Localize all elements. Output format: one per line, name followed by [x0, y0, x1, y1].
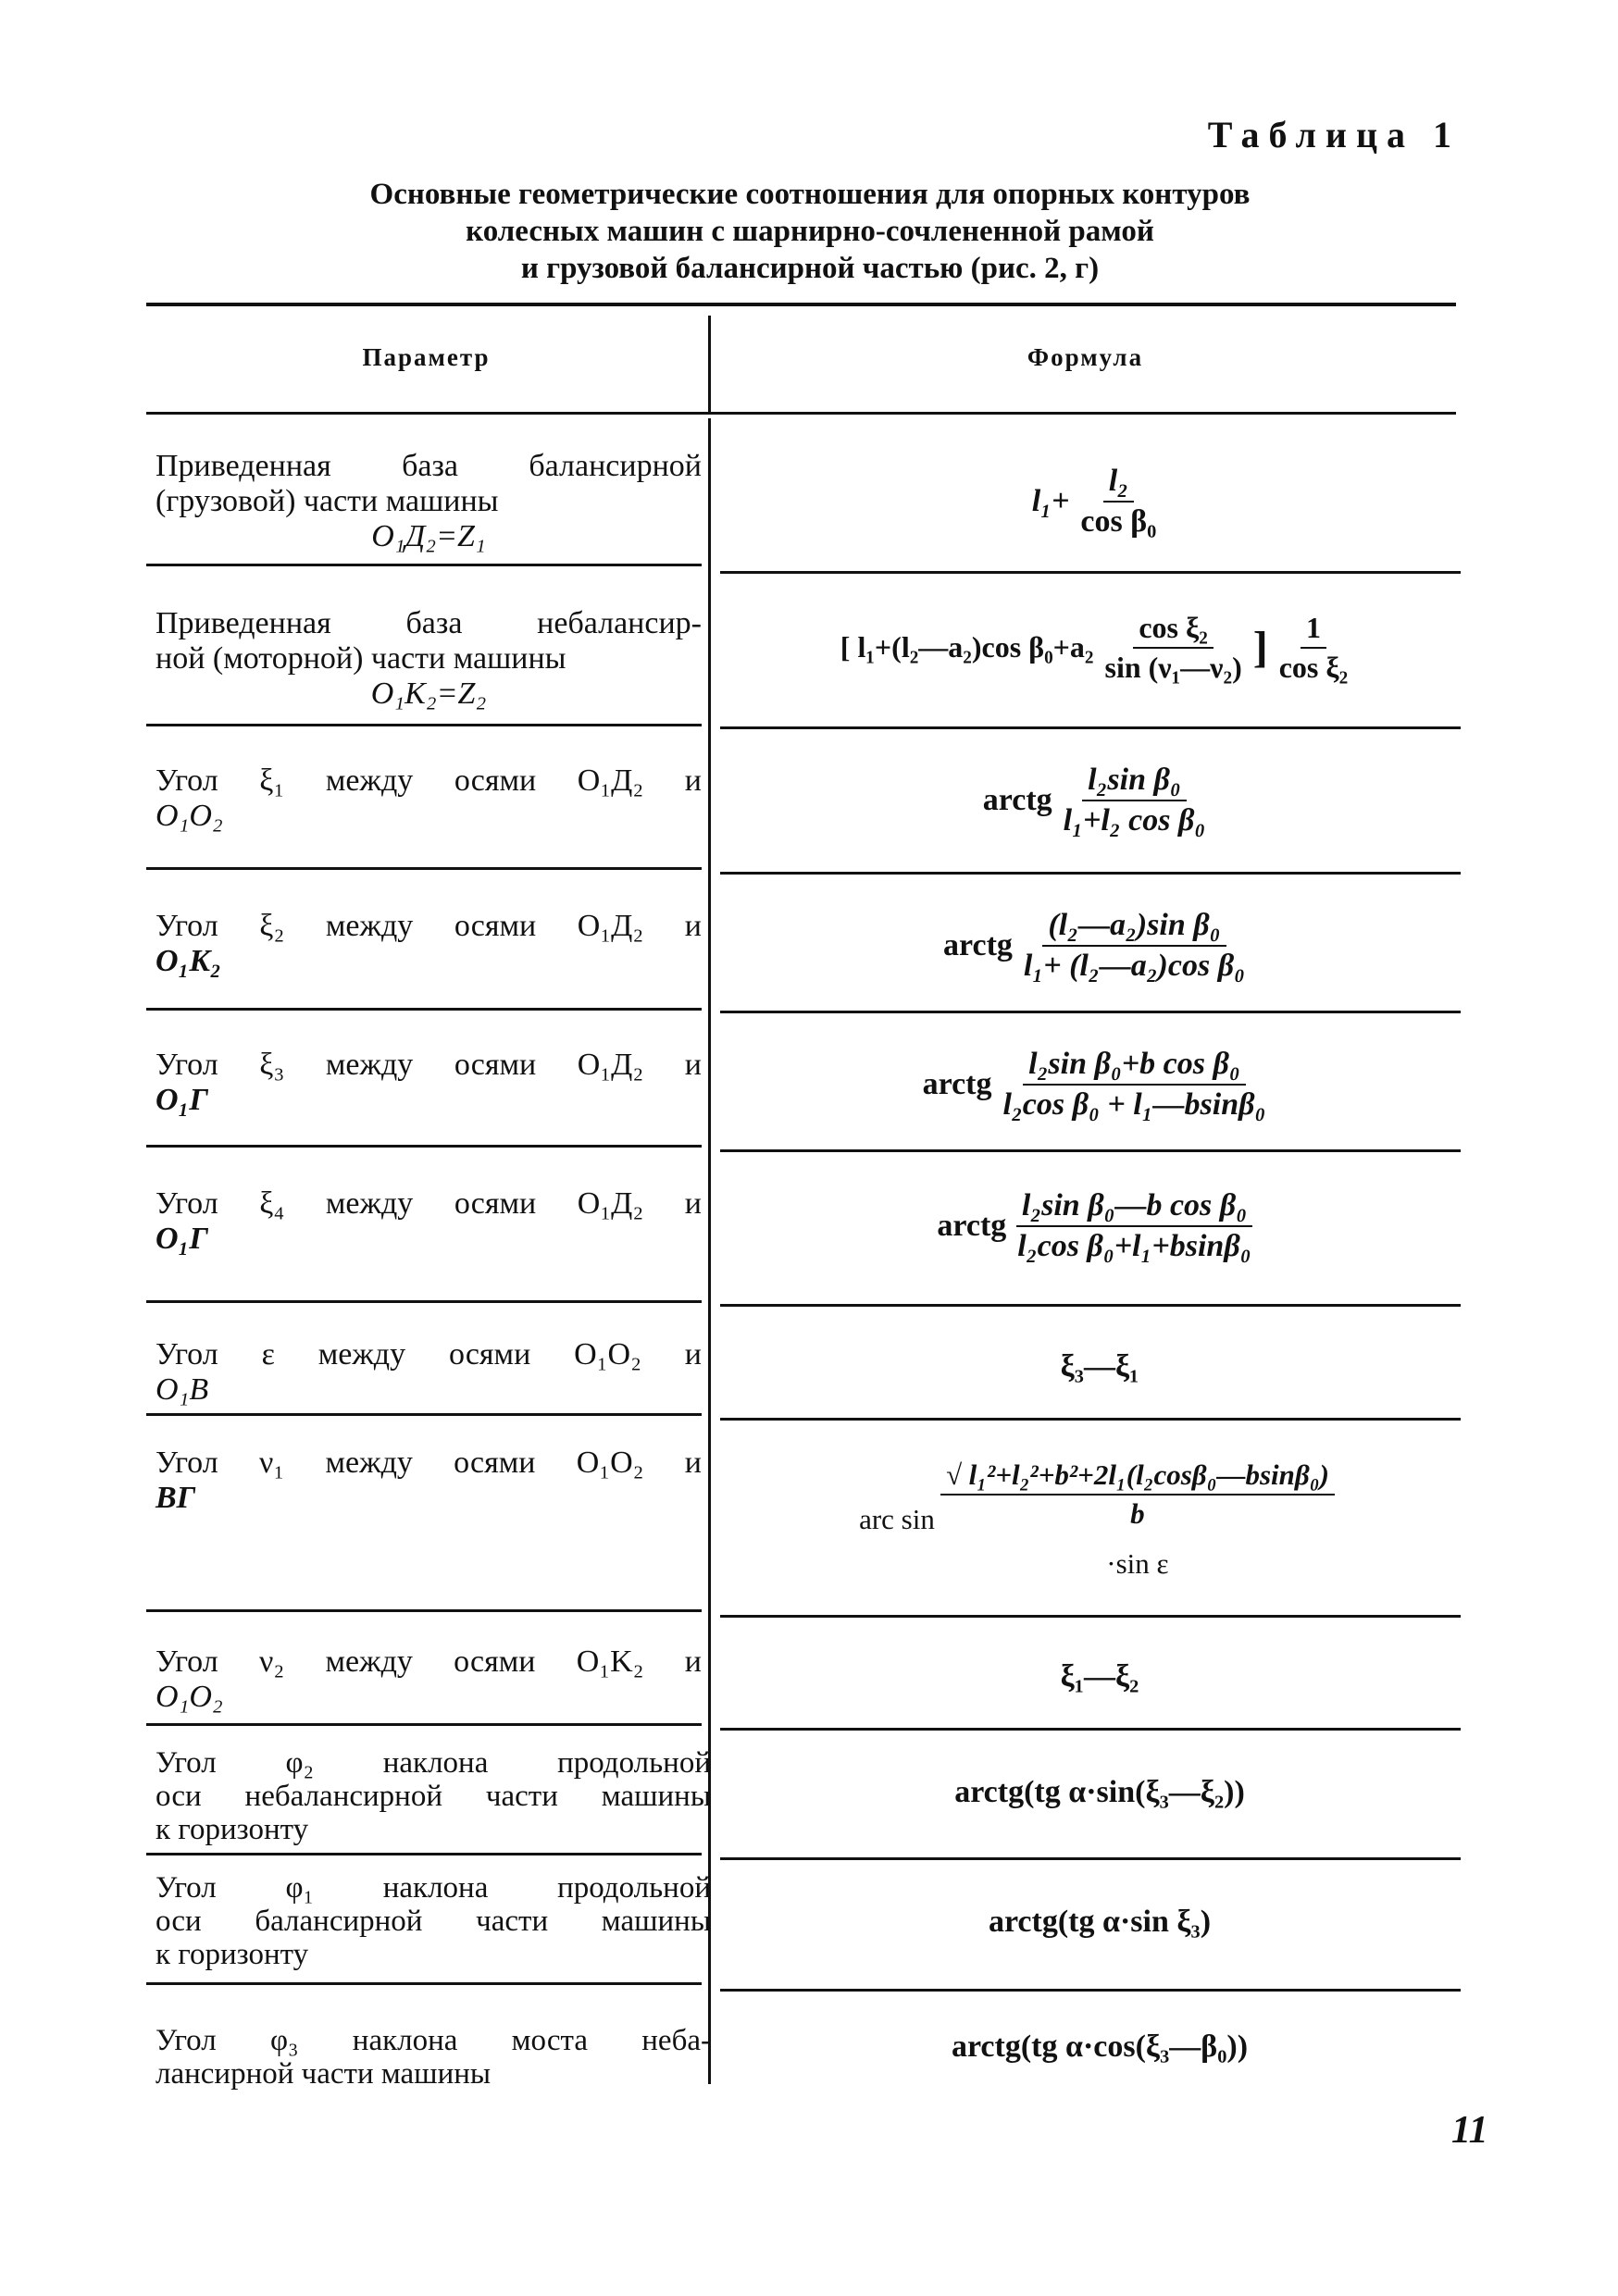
formula-row-5: arctg $\frac{\text{l₂sin β₀+b cos β₀}}{\text{l₂cos β₀ + l₁—bsinβ₀}}$: [922, 1047, 1266, 1122]
formula-row-11: arctg(tg α·sin ξ₃): [988, 1905, 1212, 1939]
caption-line-1: Основные геометрические соотношения для опорных контуров: [369, 178, 1251, 211]
param-row-8: Угол ν₁ между осями O₁O₂ и ВГ: [156, 1446, 702, 1515]
caption-line-2: колесных машин с шарнирно-сочлененной рамой: [466, 215, 1154, 248]
formula-row-12: arctg(tg α·cos(ξ₃—β₀)): [951, 2029, 1249, 2064]
param-row-11: Угол φ₁ наклона продольной оси балансирной части машины к горизонту: [156, 1871, 711, 1971]
table-label: Таблица 1: [1207, 114, 1461, 155]
param-row-10: Угол φ₂ наклона продольной оси небалансирной части машины к горизонту: [156, 1746, 711, 1846]
formula-row-3: arctg $\frac{\text{l₂sin β₀}}{\text{l₁+l₂ cos β₀}}$: [982, 763, 1206, 838]
header-formula: Формула: [1027, 342, 1144, 371]
formula-row-7: ξ₃—ξ₁: [1060, 1349, 1139, 1384]
page-number: 11: [1451, 2109, 1488, 2152]
param-row-3: Угол ξ₁ между осями O₁Д₂ и O₁O₂: [156, 763, 702, 833]
formula-row-10: arctg(tg α·sin(ξ₃—ξ₂)): [954, 1775, 1245, 1809]
formula-row-2: [ l₁+(l₂—a₂)cos β₀+a₂ $\frac{\text{cos ξ₂}}{\text{sin (ν₁—ν₂)}}$ ] $\frac{1}{\text{cos ξ₂}}$: [840, 610, 1349, 684]
formula-row-8: arc sin √ l₁²+l₂²+b²+2l₁(l₂cosβ₀—bsinβ₀) b ·sin ε: [739, 1427, 1461, 1612]
param-row-6: Угол ξ₄ между осями O₁Д₂ и O₁Г: [156, 1186, 702, 1256]
formula-row-6: arctg $\frac{\text{l₂sin β₀—b cos β₀}}{\text{l₂cos β₀+l₁+bsinβ₀}}$: [937, 1188, 1251, 1263]
param-row-2: Приведенная база небалансир- ной (моторной) части машины O₁K₂=Z₂: [156, 606, 702, 711]
param-row-9: Угол ν₂ между осями O₁K₂ и O₁O₂: [156, 1644, 702, 1714]
header-divider: [708, 316, 711, 412]
caption-line-3: и грузовой балансирной частью (рис. 2, г): [520, 252, 1100, 285]
table-caption: [185, 176, 1435, 287]
param-row-4: Угол ξ₂ между осями O₁Д₂ и O₁K₂: [156, 909, 702, 978]
geometry-table: [146, 303, 1461, 2107]
formula-row-1: l₁+ $\frac{\text{l₂}}{\text{cos β₀}}$: [1031, 464, 1157, 539]
header-param: Параметр: [362, 342, 491, 371]
formula-row-9: ξ₁—ξ₂: [1060, 1659, 1139, 1694]
param-row-7: Угол ε между осями O₁O₂ и O₁B: [156, 1337, 702, 1407]
header-bottom-rule: [146, 412, 1456, 415]
param-row-1: Приведенная база балансирной (грузовой) части машины O₁Д₂=Z₁: [156, 449, 702, 553]
param-row-5: Угол ξ₃ между осями O₁Д₂ и O₁Г: [156, 1048, 702, 1117]
formula-row-4: arctg $\frac{\text{(l₂—a₂)sin β₀}}{\text{l₁+ (l₂—a₂)cos β₀}}$: [943, 908, 1245, 983]
param-row-12: Угол φ₃ наклона моста неба- лансирной части машины: [156, 2024, 711, 2091]
